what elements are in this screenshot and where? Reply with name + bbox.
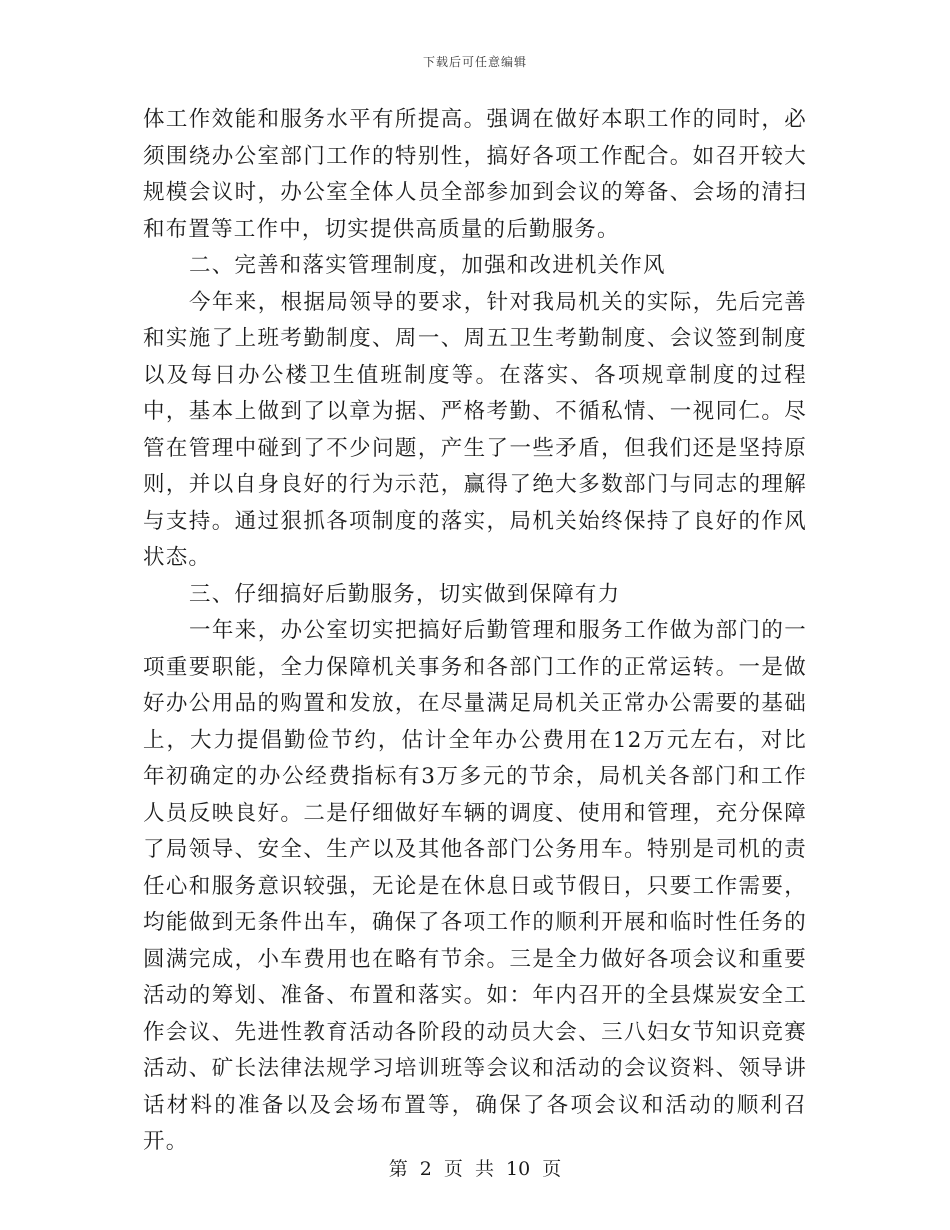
paragraph-management-system: 今年来，根据局领导的要求，针对我局机关的实际，先后完善和实施了上班考勤制度、周一、周五卫生考勤制度、会议签到制度以及每日办公楼卫生值班制度等。在落实、各项规章制度的过程中，基本上做到了以章为据、严格考勤、不循私情、一视同仁。尽管在管理中碰到了不少问题，产生了一些矛盾，但我们还是坚持原则，并以自身良好的行为示范，赢得了绝大多数部门与同志的理解与支持。通过狠抓各项制度的落实，局机关始终保持了良好的作风状态。: [143, 289, 807, 570]
page-number: 第 2 页 共 10 页: [388, 1158, 562, 1180]
section-heading-3: 三、仔细搞好后勤服务，切实做到保障有力: [189, 581, 621, 607]
paragraph-continuation: 体工作效能和服务水平有所提高。强调在做好本职工作的同时，必须围绕办公室部门工作的特别性，搞好各项工作配合。如召开较大规模会议时，办公室全体人员全部参加到会议的筹备、会场的清扫和布置等工作中，切实提供高质量的后勤服务。: [143, 107, 807, 242]
page-header: 下载后可任意编辑: [422, 55, 527, 69]
paragraph-logistics-service: 一年来，办公室切实把搞好后勤管理和服务工作做为部门的一项重要职能，全力保障机关事务和各部门工作的正常运转。一是做好办公用品的购置和发放，在尽量满足局机关正常办公需要的基础上，大力提倡勤俭节约，估计全年办公费用在12万元左右，对比年初确定的办公经费指标有3万多元的节余，局机关各部门和工作人员反映良好。二是仔细做好车辆的调度、使用和管理，充分保障了局领导、安全、生产以及其他各部门公务用车。特别是司机的责任心和服务意识较强，无论是在休息日或节假日，只要工作需要，均能做到无条件出车，确保了各项工作的顺利开展和临时性任务的圆满完成，小车费用也在略有节余。三是全力做好各项会议和重要活动的筹划、准备、布置和落实。如：年内召开的全县煤炭安全工作会议、先进性教育活动各阶段的动员大会、三八妇女节知识竞赛活动、矿长法律法规学习培训班等会议和活动的会议资料、领导讲话材料的准备以及会场布置等，确保了各项会议和活动的顺利召开。: [143, 618, 807, 1154]
section-heading-2: 二、完善和落实管理制度，加强和改进机关作风: [189, 253, 666, 278]
document-body: [143, 102, 807, 1161]
